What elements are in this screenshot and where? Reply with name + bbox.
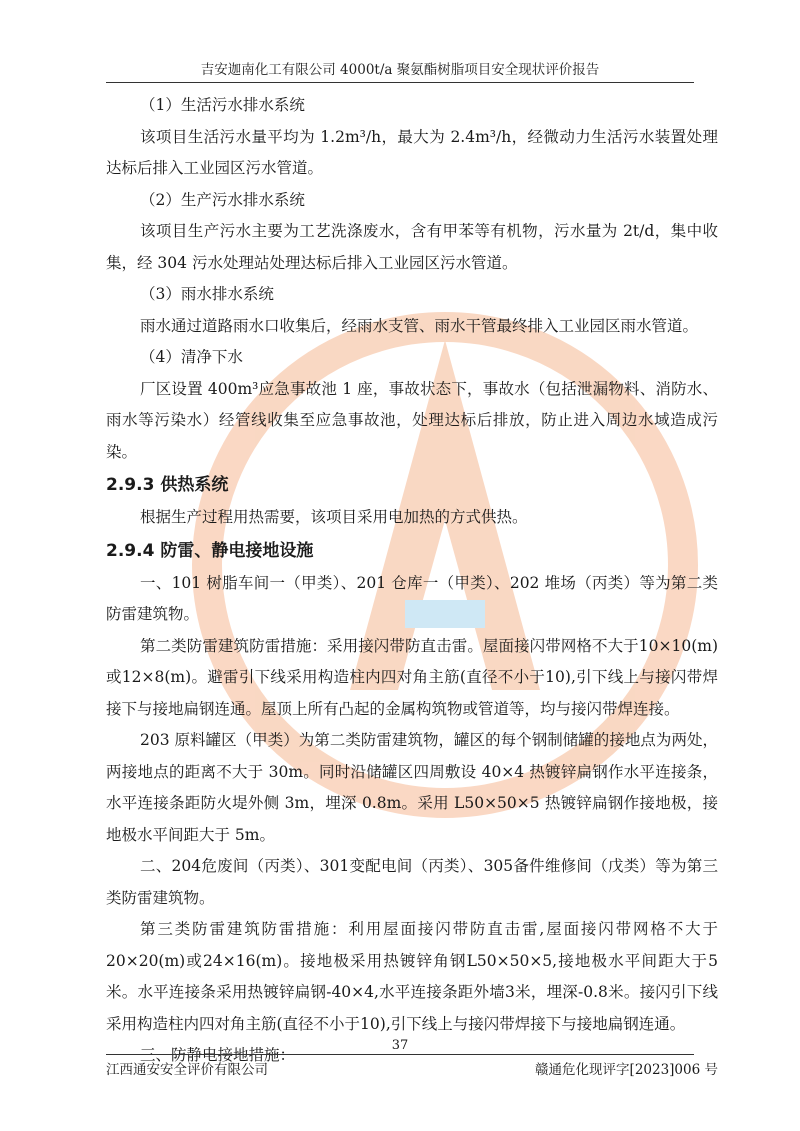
footer-rule bbox=[106, 1054, 694, 1055]
heading-lightning-grounding: 2.9.4 防雷、静电接地设施 bbox=[106, 540, 314, 561]
subsection-title-domestic-sewage: （1）生活污水排水系统 bbox=[140, 96, 305, 114]
paragraph-clean-water: 厂区设置 400m³应急事故池 1 座，事故状态下，事故水（包括泄漏物料、消防水、雨水等污染水）经管线收集至应急事故池，处理达标后排放，防止进入周边水域造成污染。 bbox=[106, 379, 718, 461]
paragraph-domestic-sewage: 该项目生活污水量平均为 1.2m³/h，最大为 2.4m³/h，经微动力生活污水装置处理达标后排入工业园区污水管道。 bbox=[106, 127, 718, 177]
footer-doc-number: 赣通危化现评字[2023]006 号 bbox=[535, 1062, 718, 1078]
subsection-title-clean-water: （4）清净下水 bbox=[140, 348, 243, 366]
paragraph-tank-area: 203 原料罐区（甲类）为第二类防雷建筑物，罐区的每个钢制储罐的接地点为两处，两接地点的距离不大于 30m。同时沿储罐区四周敷设 40×4 热镀锌扁钢作水平连接条，水平连接条距防火堤外侧 3m，埋深 0.8m。采用 L50×50×5 热镀锌扁钢作接地极，接地极水平间距大于 5m。 bbox=[106, 731, 718, 844]
paragraph-heating: 根据生产过程用热需要，该项目采用电加热的方式供热。 bbox=[140, 508, 528, 526]
paragraph-production-sewage: 该项目生产污水主要为工艺洗涤废水，含有甲苯等有机物，污水量为 2t/d，集中收集，经 304 污水处理站处理达标后排入工业园区污水管道。 bbox=[106, 222, 718, 272]
paragraph-antistatic: 三、防静电接地措施： bbox=[140, 1046, 296, 1064]
document-body bbox=[106, 90, 718, 1072]
page-number: 37 bbox=[391, 1038, 409, 1053]
paragraph-lightning-class2: 一、101 树脂车间一（甲类）、201 仓库一（甲类）、202 堆场（丙类）等为第二类防雷建筑物。 bbox=[106, 573, 718, 623]
header-rule bbox=[106, 82, 694, 83]
subsection-title-rainwater: （3）雨水排水系统 bbox=[140, 285, 274, 303]
paragraph-lightning-class2-measures: 第二类防雷建筑防雷措施：采用接闪带防直击雷。屋面接闪带网格不大于10×10(m)或12×8(m)。避雷引下线采用构造柱内四对角主筋(直径不小于10),引下线上与接闪带焊接下与接地扁钢连通。屋顶上所有凸起的金属构筑物或管道等，均与接闪带焊连接。 bbox=[106, 636, 718, 718]
footer-company: 江西通安安全评价有限公司 bbox=[106, 1062, 268, 1078]
paragraph-lightning-class3: 二、204危废间（丙类）、301变配电间（丙类）、305备件维修间（戊类）等为第三类防雷建筑物。 bbox=[106, 857, 718, 907]
heading-heating-system: 2.9.3 供热系统 bbox=[106, 475, 229, 495]
paragraph-rainwater: 雨水通过道路雨水口收集后，经雨水支管、雨水干管最终排入工业园区雨水管道。 bbox=[140, 316, 699, 335]
subsection-title-production-sewage: （2）生产污水排水系统 bbox=[140, 190, 305, 209]
running-header: 吉安迦南化工有限公司 4000t/a 聚氨酯树脂项目安全现状评价报告 bbox=[200, 62, 600, 78]
paragraph-lightning-class3-measures: 第三类防雷建筑防雷措施：利用屋面接闪带防直击雷,屋面接闪带网格不大于20×20(m)或24×16(m)。接地极采用热镀锌角钢L50×50×5,接地极水平间距大于5米。水平连接条采用热镀锌扁钢-40×4,水平连接条距外墙3米，埋深-0.8米。接闪引下线采用构造柱内四对角主筋(直径不小于10),引下线上与接闪带焊接下与接地扁钢连通。 bbox=[106, 920, 718, 1033]
